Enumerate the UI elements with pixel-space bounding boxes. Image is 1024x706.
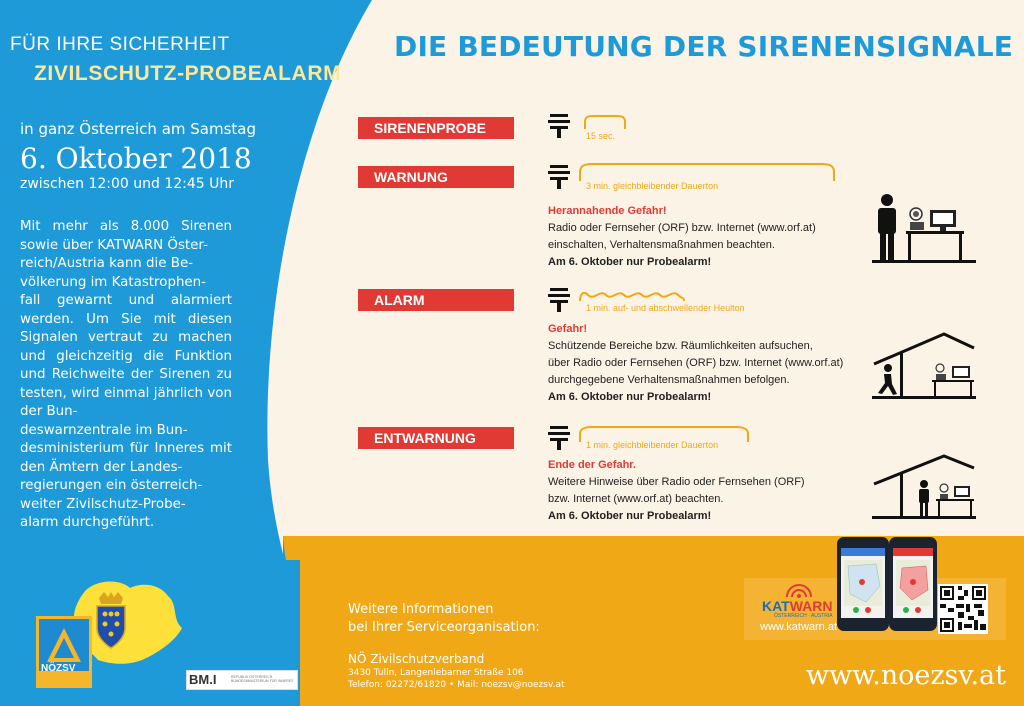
signal-description-alarm	[548, 321, 843, 406]
broadcast-signal-icon	[784, 582, 814, 598]
bmi-logo-subtitle: REPUBLIK ÖSTERREICH BUNDESMINISTERIUM FÜR INNERES	[231, 675, 294, 683]
description-note: Am 6. Oktober nur Probealarm!	[548, 256, 712, 268]
event-time: zwischen 12:00 und 12:45 Uhr	[20, 176, 235, 192]
smartphone-image	[836, 536, 890, 632]
person-entering-house-illustration	[872, 330, 976, 400]
signal-label-warnung: WARNUNG	[358, 166, 514, 188]
katwarn-logo-subtitle: ÖSTERREICH · AUSTRIA	[774, 613, 833, 619]
description-note: Am 6. Oktober nur Probealarm!	[548, 391, 712, 403]
description-line: durchgegebene Verhaltensmaßnahmen befolgen.	[548, 374, 790, 386]
description-line: über Radio oder Fernsehen (ORF) bzw. Internet (www.orf.at)	[548, 357, 844, 369]
signal-short-tone	[583, 114, 627, 130]
person-in-house-illustration	[872, 452, 976, 520]
description-heading: Herannahende Gefahr!	[548, 205, 667, 217]
coat-of-arms-icon	[94, 592, 128, 652]
katwarn-logo-kat: KAT	[762, 598, 790, 614]
bmi-logo-text: BM.I	[189, 672, 217, 687]
website-url[interactable]: www.noezsv.at	[806, 660, 1006, 691]
qr-code[interactable]	[938, 584, 988, 634]
organization-address: 3430 Tulln, Langenlebarner Straße 106	[348, 668, 524, 678]
organization-contact: Telefon: 02272/61820 • Mail: noezsv@noezsv.at	[348, 680, 565, 690]
signal-description-warnung	[548, 203, 816, 271]
smartphone-image	[888, 536, 938, 632]
page-title: DIE BEDEUTUNG DER SIRENENSIGNALE	[394, 30, 1014, 63]
intro-text: in ganz Österreich am Samstag	[20, 120, 257, 138]
description-heading: Ende der Gefahr.	[548, 459, 637, 471]
siren-icon	[548, 286, 570, 312]
signal-description-entwarnung	[548, 457, 805, 525]
logo-text: NÖZSV	[41, 663, 76, 674]
signal-duration: 3 min. gleichbleibender Dauerton	[586, 181, 719, 191]
katwarn-logo-warn: WARN	[789, 598, 833, 614]
siren-icon	[548, 163, 570, 189]
more-info-subheading: bei Ihrer Serviceorganisation:	[348, 620, 540, 635]
signal-duration: 15 sec.	[586, 131, 616, 141]
description-line: Weitere Hinweise über Radio oder Fernsehen (ORF)	[548, 476, 805, 488]
organization-name: NÖ Zivilschutzverband	[348, 652, 485, 666]
description-heading: Gefahr!	[548, 323, 588, 335]
signal-duration: 1 min. gleichbleibender Dauerton	[586, 440, 719, 450]
signal-label-sirenenprobe: SIRENENPROBE	[358, 117, 514, 139]
description-line: bzw. Internet (www.orf.at) beachten.	[548, 493, 724, 505]
event-date: 6. Oktober 2018	[20, 142, 252, 175]
signal-label-entwarnung: ENTWARNUNG	[358, 427, 514, 449]
siren-icon	[548, 424, 570, 450]
kicker: FÜR IHRE SICHERHEIT	[10, 34, 230, 55]
katwarn-logo	[762, 598, 833, 614]
description-note: Am 6. Oktober nur Probealarm!	[548, 510, 712, 522]
signal-label-alarm: ALARM	[358, 289, 514, 311]
person-at-tv-illustration	[872, 192, 976, 264]
description-line: Schützende Bereiche bzw. Räumlichkeiten aufsuchen,	[548, 340, 813, 352]
signal-duration: 1 min. auf- und abschwellender Heulton	[586, 303, 745, 313]
katwarn-url[interactable]: www.katwarn.at	[760, 621, 838, 633]
siren-icon	[548, 112, 570, 138]
noezsv-logo	[36, 616, 92, 688]
more-info-heading: Weitere Informationen	[348, 602, 494, 617]
signal-continuous-tone	[578, 162, 836, 182]
signal-wavy-tone	[578, 287, 686, 303]
body-text: Mit mehr als 8.000 Sirenen sowie über KATWARN Öster- reich/Austria kann die Be- völkerung im Katastrophen- fall gewarnt und alarmiert werden. Um Sie mit diesen Signalen vertraut zu machen und gleichzeitig die Funktion und Reichweite der Sirenen zu testen, wird einmal jährlich von der Bun- deswarnzentrale im Bun- desministerium für Inneres mit den Ämtern der Landes- regierungen ein österreich- weiter Zivilschutz-Probe- alarm durchgeführt.	[20, 219, 232, 530]
description-line: Radio oder Fernseher (ORF) bzw. Internet (www.orf.at)	[548, 222, 816, 234]
description-line: einschalten, Verhaltensmaßnahmen beachten.	[548, 239, 775, 251]
headline: ZIVILSCHUTZ-PROBEALARM	[34, 62, 342, 85]
